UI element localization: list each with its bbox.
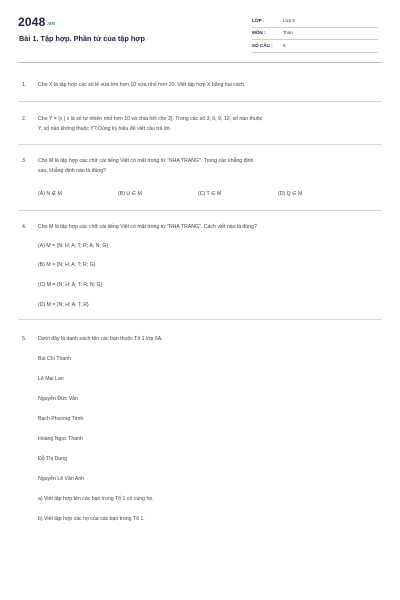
question-text: Cho M là tập hợp các chữ cái tiếng Việt có mặt trong từ "NHA TRANG". Cách viết nào là đúng? xyxy=(38,224,257,230)
divider xyxy=(18,101,382,102)
option-a[interactable]: (A) N ∉ M xyxy=(38,191,62,197)
student-name: Hoàng Ngọc Thanh xyxy=(38,436,83,442)
sub-question-b: b) Viết tập hợp các họ của các bạn trong Tổ 1. xyxy=(38,516,145,522)
question-text: sau, khẳng định nào là đúng? xyxy=(38,168,107,174)
question-text: Cho X là tập hợp các số lẻ vừa lớn hơn 10 vừa nhỏ hơn 20. Viết tập hợp X bằng hai cách. xyxy=(38,82,246,88)
meta-class-label: LỚP : xyxy=(252,18,265,23)
divider xyxy=(18,210,382,211)
student-name: Bùi Chí Thanh xyxy=(38,356,72,362)
meta-class-row xyxy=(252,17,378,28)
student-name: Nguyễn Lê Vân Anh xyxy=(38,476,85,482)
option-c[interactable]: (C) M = {N; H; A; T; R; N; G} xyxy=(38,282,103,288)
question-number: 5. xyxy=(22,336,27,342)
student-name: Lê Mai Lan xyxy=(38,376,64,382)
logo-text: 2048 xyxy=(18,15,46,29)
site-logo[interactable] xyxy=(18,15,55,29)
meta-count-row xyxy=(252,42,378,53)
option-a[interactable]: (A) M = {N; H; A; T; R; A; N; G} xyxy=(38,243,109,249)
divider xyxy=(18,319,382,320)
option-d[interactable]: (D) M = {N; H; A; T; R} xyxy=(38,302,89,308)
question-text: Cho M là tập hợp các chữ cái tiếng Việt có mặt trong từ "NHA TRANG". Trong các khẳng định xyxy=(38,158,254,164)
option-b[interactable]: (B) U ∈ M xyxy=(118,191,142,197)
sub-question-a: a) Viết tập hợp tên các bạn trong Tổ 1 có cùng họ. xyxy=(38,496,154,502)
meta-subject-label: MÔN : xyxy=(252,30,266,35)
question-number: 1. xyxy=(22,82,27,88)
student-name: Nguyễn Đức Văn xyxy=(38,396,78,402)
meta-subject-value: Toán xyxy=(283,30,293,35)
lesson-title: Bài 1. Tập hợp. Phần tử của tập hợp xyxy=(19,34,145,43)
student-name: Đỗ Thị Dung xyxy=(38,456,68,462)
option-c[interactable]: (C) T ∈ M xyxy=(198,191,222,197)
question-text: Cho Y = {x | x là số tự nhiên nhỏ hơn 10 và chia hết cho 3}. Trong các số 3; 6; 9; 12, số nào thuộc xyxy=(38,116,263,122)
answer-options xyxy=(38,190,358,199)
option-d[interactable]: (D) Q ∈ M xyxy=(278,191,303,197)
divider xyxy=(18,144,382,145)
meta-count-label: SỐ CÂU : xyxy=(252,43,273,48)
meta-subject-row xyxy=(252,29,378,40)
question-number: 2. xyxy=(22,116,27,122)
question-text: Y, số nào không thuộc Y? Dùng ký hiệu để viết câu trả lời. xyxy=(38,126,171,132)
question-text: Dưới đây là danh sách tên các bạn thuộc Tổ 1 lớp 6A. xyxy=(38,336,163,342)
student-name: Bạch Phương Trinh xyxy=(38,416,84,422)
question-number: 3. xyxy=(22,158,27,164)
meta-count-value: 5 xyxy=(283,43,286,48)
logo-suffix: .vn xyxy=(46,21,56,27)
option-b[interactable]: (B) M = {N; H; A; T; R; G} xyxy=(38,262,96,268)
question-number: 4. xyxy=(22,224,27,230)
meta-class-value: Lớp 6 xyxy=(283,18,295,23)
header-divider xyxy=(18,62,382,63)
